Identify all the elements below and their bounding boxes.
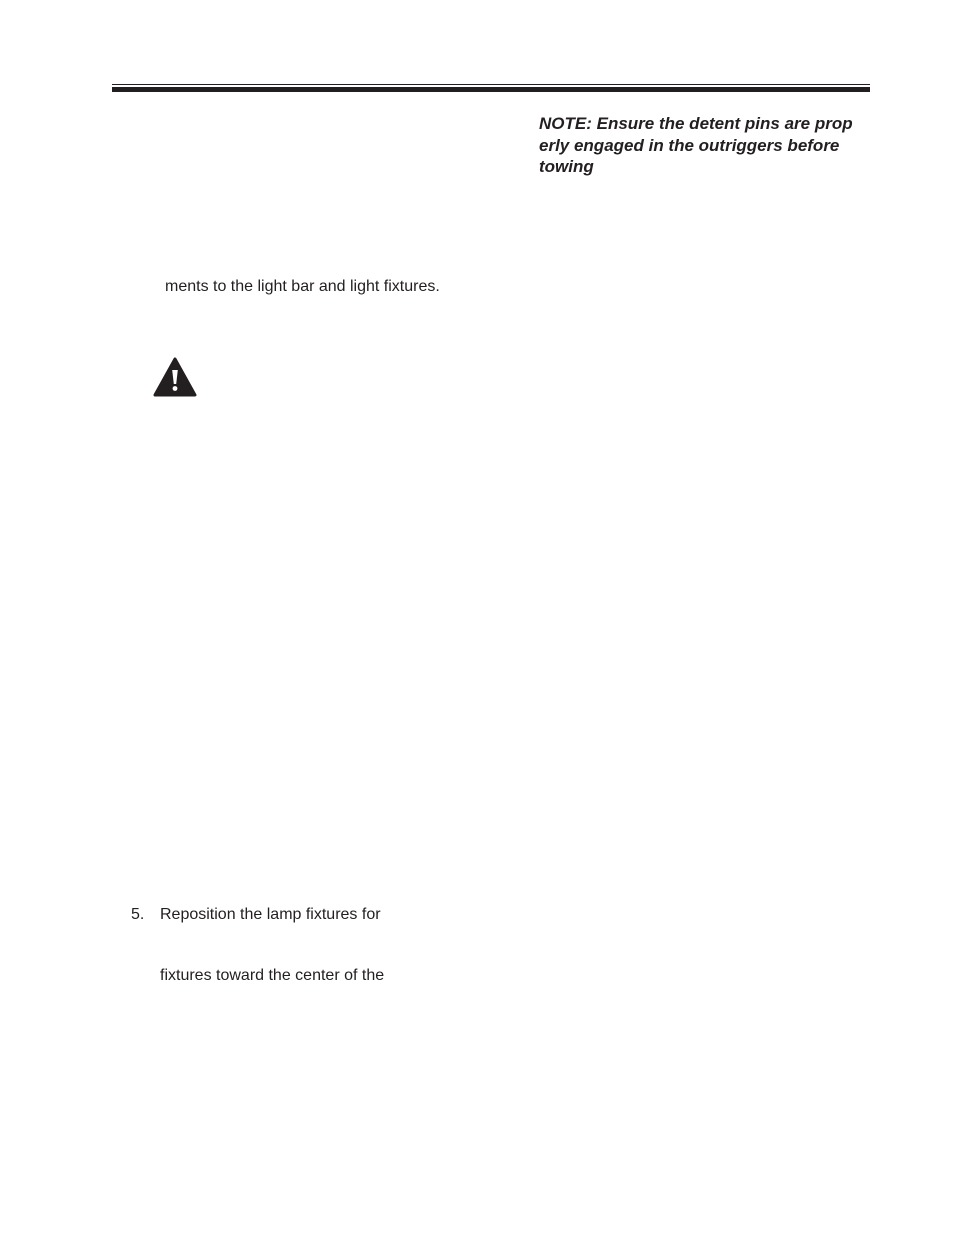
note-line-1: NOTE: Ensure the detent pins are prop — [539, 114, 853, 133]
note-line-3: towing — [539, 157, 594, 176]
step-5-line-2: fixtures toward the center of the — [160, 967, 385, 984]
warning-triangle-icon — [153, 357, 197, 397]
header-rule-thin — [112, 84, 870, 85]
fragment-light-bar: ments to the light bar and light fixtures. — [165, 278, 440, 295]
header-rule-thick — [112, 87, 870, 92]
note-line-2: erly engaged in the outriggers before — [539, 135, 840, 155]
towing-note — [539, 113, 879, 178]
step-5-number: 5. — [131, 906, 145, 923]
step-5-line-1: Reposition the lamp fixtures for — [160, 906, 381, 923]
